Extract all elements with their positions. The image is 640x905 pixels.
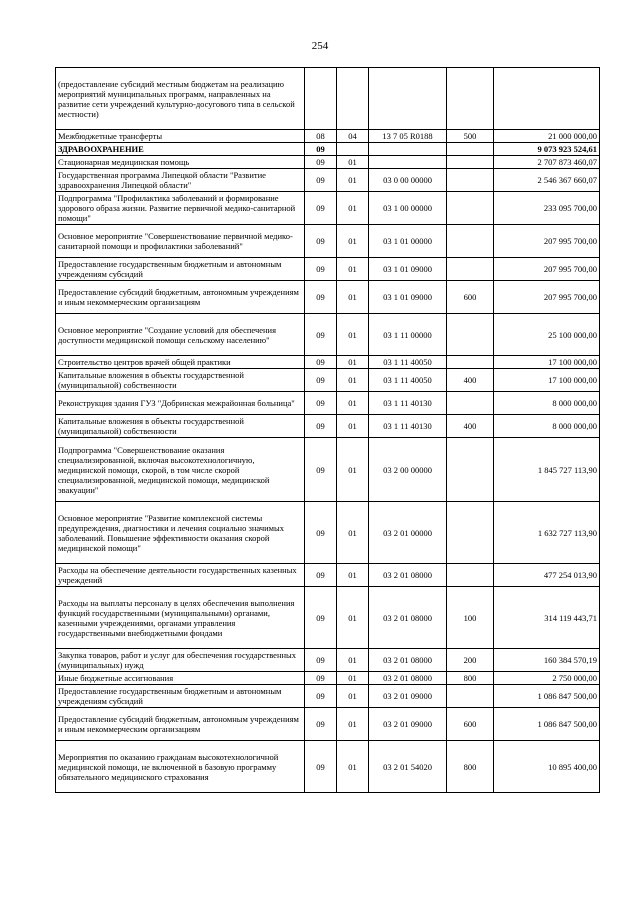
row-name-cell: Предоставление субсидий бюджетным, автономным учреждениям и иным некоммерческим организациям: [56, 708, 305, 741]
row-section-cell: 09: [305, 564, 337, 587]
row-section-cell: 08: [305, 130, 337, 143]
row-name-cell: Реконструкция здания ГУЗ "Добринская межрайонная больница": [56, 392, 305, 415]
row-section-cell: 09: [305, 438, 337, 502]
row-section-cell: 09: [305, 415, 337, 438]
table-row: [56, 68, 600, 130]
row-subsection-cell: 01: [337, 564, 369, 587]
row-expense-type-cell: 200: [447, 649, 494, 672]
row-expense-type-cell: [447, 392, 494, 415]
row-subsection-cell: [337, 68, 369, 130]
row-name-cell: Расходы на обеспечение деятельности государственных казенных учреждений: [56, 564, 305, 587]
row-section-cell: 09: [305, 143, 337, 156]
row-expense-type-cell: 500: [447, 130, 494, 143]
table-row: [56, 564, 600, 587]
row-section-cell: 09: [305, 708, 337, 741]
row-amount-cell: 10 895 400,00: [494, 741, 600, 793]
row-expense-type-cell: [447, 192, 494, 225]
row-subsection-cell: 01: [337, 225, 369, 258]
row-expense-type-cell: [447, 225, 494, 258]
row-target-article-cell: 03 2 01 54020: [369, 741, 447, 793]
row-subsection-cell: 01: [337, 392, 369, 415]
row-target-article-cell: 03 1 11 40130: [369, 415, 447, 438]
row-name-cell: Предоставление субсидий бюджетным, автономным учреждениям и иным некоммерческим организациям: [56, 281, 305, 314]
row-section-cell: 09: [305, 281, 337, 314]
row-section-cell: 09: [305, 392, 337, 415]
row-name-cell: Закупка товаров, работ и услуг для обеспечения государственных (муниципальных) нужд: [56, 649, 305, 672]
row-amount-cell: 160 384 570,19: [494, 649, 600, 672]
budget-table: [55, 67, 600, 793]
table-row: [56, 415, 600, 438]
row-name-cell: Основное мероприятие "Совершенствование первичной медико-санитарной помощи и профилактики заболеваний": [56, 225, 305, 258]
row-section-cell: 09: [305, 685, 337, 708]
row-name-cell: Государственная программа Липецкой области "Развитие здравоохранения Липецкой области": [56, 169, 305, 192]
row-expense-type-cell: [447, 258, 494, 281]
row-target-article-cell: 03 2 01 08000: [369, 564, 447, 587]
table-row: [56, 587, 600, 649]
row-amount-cell: [494, 68, 600, 130]
row-amount-cell: 2 750 000,00: [494, 672, 600, 685]
row-section-cell: 09: [305, 356, 337, 369]
row-expense-type-cell: [447, 68, 494, 130]
row-section-cell: 09: [305, 649, 337, 672]
row-section-cell: 09: [305, 225, 337, 258]
table-row: [56, 685, 600, 708]
row-name-cell: Иные бюджетные ассигнования: [56, 672, 305, 685]
row-name-cell: Мероприятия по оказанию гражданам высокотехнологичной медицинской помощи, не включенной в базовую программу обязательного медицинского страхования: [56, 741, 305, 793]
row-expense-type-cell: 100: [447, 587, 494, 649]
row-expense-type-cell: [447, 143, 494, 156]
row-target-article-cell: 03 2 01 09000: [369, 685, 447, 708]
table-row: [56, 169, 600, 192]
row-subsection-cell: 04: [337, 130, 369, 143]
row-amount-cell: 1 845 727 113,90: [494, 438, 600, 502]
row-amount-cell: 207 995 700,00: [494, 258, 600, 281]
table-row: [56, 502, 600, 564]
row-name-cell: Стационарная медицинская помощь: [56, 156, 305, 169]
row-target-article-cell: 03 2 00 00000: [369, 438, 447, 502]
row-name-cell: Расходы на выплаты персоналу в целях обеспечения выполнения функций государственными (муниципальными) органами, казенными учреждениями, органами управления государственными внебюджетными фондами: [56, 587, 305, 649]
row-subsection-cell: 01: [337, 281, 369, 314]
row-amount-cell: 233 095 700,00: [494, 192, 600, 225]
row-expense-type-cell: [447, 502, 494, 564]
table-row: [56, 225, 600, 258]
table-row: [56, 156, 600, 169]
row-amount-cell: 314 119 443,71: [494, 587, 600, 649]
row-subsection-cell: 01: [337, 415, 369, 438]
row-amount-cell: 25 100 000,00: [494, 314, 600, 356]
row-expense-type-cell: 400: [447, 369, 494, 392]
row-subsection-cell: 01: [337, 741, 369, 793]
row-expense-type-cell: 600: [447, 281, 494, 314]
table-row: [56, 192, 600, 225]
table-row: [56, 369, 600, 392]
row-section-cell: 09: [305, 587, 337, 649]
row-expense-type-cell: [447, 356, 494, 369]
table-row: [56, 130, 600, 143]
row-subsection-cell: 01: [337, 649, 369, 672]
table-row: [56, 258, 600, 281]
row-amount-cell: 1 086 847 500,00: [494, 708, 600, 741]
row-amount-cell: 8 000 000,00: [494, 392, 600, 415]
row-name-cell: Основное мероприятие "Развитие комплексной системы предупреждения, диагностики и лечения социально значимых заболеваний. Повышение эффективности оказания скорой медицинской помощи": [56, 502, 305, 564]
row-section-cell: 09: [305, 258, 337, 281]
row-subsection-cell: 01: [337, 356, 369, 369]
row-name-cell: Подпрограмма "Профилактика заболеваний и формирование здорового образа жизни. Развитие первичной медико-санитарной помощи": [56, 192, 305, 225]
row-amount-cell: 2 707 873 460,07: [494, 156, 600, 169]
row-amount-cell: 17 100 000,00: [494, 356, 600, 369]
row-subsection-cell: 01: [337, 587, 369, 649]
row-expense-type-cell: [447, 438, 494, 502]
row-name-cell: Предоставление государственным бюджетным и автономным учреждениям субсидий: [56, 685, 305, 708]
row-subsection-cell: 01: [337, 502, 369, 564]
row-target-article-cell: 03 1 01 09000: [369, 258, 447, 281]
table-row: [56, 438, 600, 502]
row-target-article-cell: 03 2 01 08000: [369, 587, 447, 649]
table-row: [56, 672, 600, 685]
row-target-article-cell: 03 2 01 00000: [369, 502, 447, 564]
row-expense-type-cell: [447, 314, 494, 356]
row-amount-cell: 477 254 013,90: [494, 564, 600, 587]
row-amount-cell: 207 995 700,00: [494, 225, 600, 258]
row-expense-type-cell: 600: [447, 708, 494, 741]
row-target-article-cell: 03 1 00 00000: [369, 192, 447, 225]
row-target-article-cell: 03 1 01 09000: [369, 281, 447, 314]
row-name-cell: Капитальные вложения в объекты государственной (муниципальной) собственности: [56, 415, 305, 438]
table-row: [56, 314, 600, 356]
row-subsection-cell: 01: [337, 708, 369, 741]
table-row: [56, 281, 600, 314]
row-target-article-cell: 03 2 01 08000: [369, 649, 447, 672]
page-number: 254: [311, 40, 329, 52]
table-row: [56, 356, 600, 369]
row-subsection-cell: 01: [337, 438, 369, 502]
row-section-cell: 09: [305, 502, 337, 564]
row-name-cell: Строительство центров врачей общей практики: [56, 356, 305, 369]
row-section-cell: [305, 68, 337, 130]
row-amount-cell: 9 073 923 524,61: [494, 143, 600, 156]
table-row: [56, 708, 600, 741]
row-subsection-cell: 01: [337, 685, 369, 708]
row-section-cell: 09: [305, 156, 337, 169]
row-amount-cell: 1 086 847 500,00: [494, 685, 600, 708]
row-name-cell: Капитальные вложения в объекты государственной (муниципальной) собственности: [56, 369, 305, 392]
row-expense-type-cell: 400: [447, 415, 494, 438]
table-row: [56, 392, 600, 415]
row-name-cell: ЗДРАВООХРАНЕНИЕ: [56, 143, 305, 156]
row-target-article-cell: 03 1 11 40050: [369, 369, 447, 392]
row-section-cell: 09: [305, 741, 337, 793]
row-name-cell: Подпрограмма "Совершенствование оказания специализированной, включая высокотехнологичную, медицинской помощи, скорой, в том числе скорой специализированной, медицинской помощи, медицинской эвакуации": [56, 438, 305, 502]
row-expense-type-cell: [447, 156, 494, 169]
row-target-article-cell: 03 1 01 00000: [369, 225, 447, 258]
row-target-article-cell: 03 0 00 00000: [369, 169, 447, 192]
row-target-article-cell: 03 2 01 08000: [369, 672, 447, 685]
row-amount-cell: 8 000 000,00: [494, 415, 600, 438]
row-target-article-cell: [369, 143, 447, 156]
row-subsection-cell: 01: [337, 314, 369, 356]
row-section-cell: 09: [305, 314, 337, 356]
budget-table-body: [56, 68, 600, 793]
row-amount-cell: 1 632 727 113,90: [494, 502, 600, 564]
row-name-cell: Межбюджетные трансферты: [56, 130, 305, 143]
row-name-cell: Предоставление государственным бюджетным и автономным учреждениям субсидий: [56, 258, 305, 281]
row-amount-cell: 21 000 000,00: [494, 130, 600, 143]
row-target-article-cell: 03 1 11 40130: [369, 392, 447, 415]
row-amount-cell: 207 995 700,00: [494, 281, 600, 314]
row-target-article-cell: 03 1 11 40050: [369, 356, 447, 369]
row-expense-type-cell: 800: [447, 672, 494, 685]
row-subsection-cell: [337, 143, 369, 156]
row-target-article-cell: 13 7 05 R0188: [369, 130, 447, 143]
row-expense-type-cell: [447, 564, 494, 587]
row-subsection-cell: 01: [337, 192, 369, 225]
table-row: [56, 649, 600, 672]
row-target-article-cell: 03 2 01 09000: [369, 708, 447, 741]
row-subsection-cell: 01: [337, 369, 369, 392]
row-subsection-cell: 01: [337, 169, 369, 192]
row-amount-cell: 2 546 367 660,07: [494, 169, 600, 192]
row-target-article-cell: 03 1 11 00000: [369, 314, 447, 356]
row-name-cell: (предоставление субсидий местным бюджетам на реализацию мероприятий муниципальных программ, направленных на развитие сети учреждений культурно-досугового типа в сельской местности): [56, 68, 305, 130]
row-section-cell: 09: [305, 672, 337, 685]
row-subsection-cell: 01: [337, 156, 369, 169]
row-expense-type-cell: 800: [447, 741, 494, 793]
row-name-cell: Основное мероприятие "Создание условий для обеспечения доступности медицинской помощи сельскому населению": [56, 314, 305, 356]
row-section-cell: 09: [305, 192, 337, 225]
row-subsection-cell: 01: [337, 258, 369, 281]
row-amount-cell: 17 100 000,00: [494, 369, 600, 392]
row-section-cell: 09: [305, 369, 337, 392]
row-subsection-cell: 01: [337, 672, 369, 685]
row-expense-type-cell: [447, 169, 494, 192]
table-row: [56, 143, 600, 156]
row-expense-type-cell: [447, 685, 494, 708]
table-row: [56, 741, 600, 793]
row-target-article-cell: [369, 156, 447, 169]
row-section-cell: 09: [305, 169, 337, 192]
row-target-article-cell: [369, 68, 447, 130]
